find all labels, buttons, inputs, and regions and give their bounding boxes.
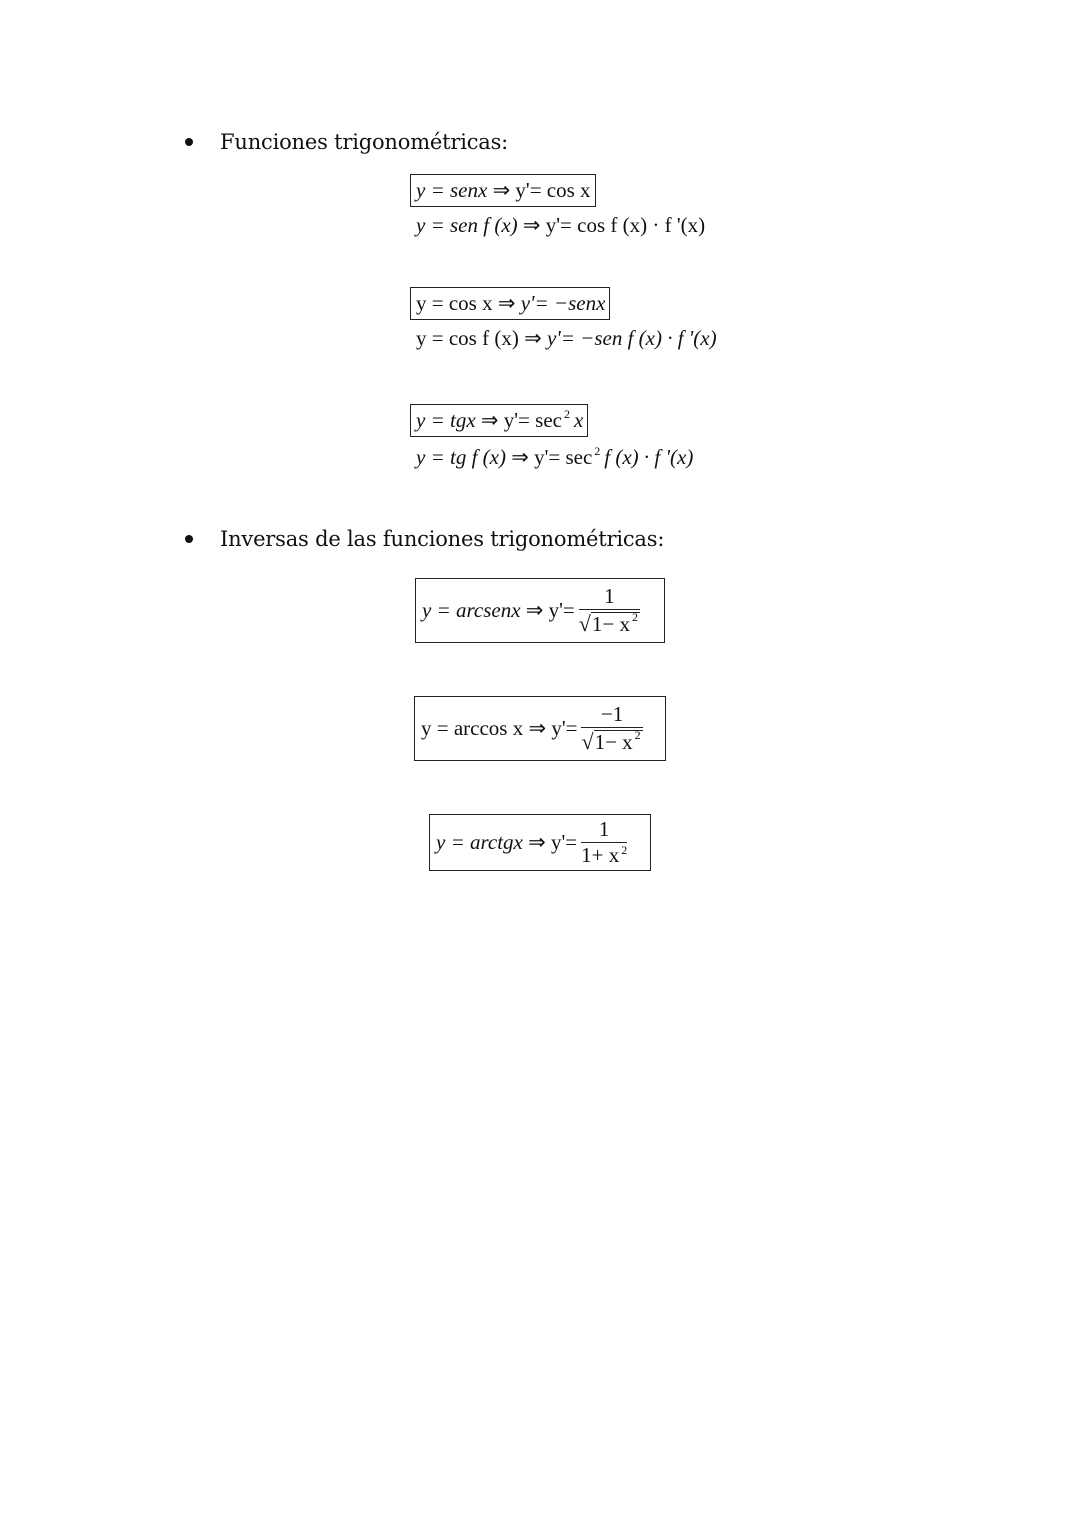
radicand-base: 1− x	[594, 730, 633, 754]
bullet-icon	[185, 138, 193, 146]
radicand	[591, 612, 640, 635]
formula-arctan	[429, 814, 651, 871]
formula-sin-basic	[410, 180, 596, 201]
formula-rhs-prefix: y'=	[551, 716, 578, 740]
formula-rhs: y'= sec	[534, 445, 593, 469]
implies-icon: ⇒	[522, 213, 541, 237]
formula-lhs: y = tg f (x)	[416, 445, 506, 469]
implies-icon: ⇒	[524, 326, 542, 350]
boxed-formula	[410, 404, 588, 437]
exponent: 2	[563, 407, 570, 421]
implies-icon: ⇒	[492, 178, 511, 202]
bullet-icon	[185, 535, 193, 543]
sqrt-icon: √	[581, 729, 594, 754]
numerator: 1	[604, 584, 615, 608]
exponent: 2	[621, 843, 628, 857]
formula-tan-chain	[416, 444, 694, 469]
implies-icon: ⇒	[528, 716, 547, 740]
radicand	[594, 730, 643, 753]
formula-rhs-arg: x	[573, 408, 584, 432]
numerator: −1	[600, 702, 624, 726]
formula-rhs-prefix: y'=	[548, 598, 575, 622]
formula-cos-basic	[410, 293, 610, 314]
formula-rhs-prefix: y'=	[550, 830, 578, 854]
heading-text: Funciones trigonométricas:	[220, 130, 509, 154]
formula-lhs: y = senx	[416, 178, 488, 202]
formula-cos-chain	[416, 328, 717, 349]
formula-lhs: y = tgx	[416, 408, 476, 432]
denominator	[581, 728, 642, 753]
formula-sin-chain	[416, 215, 705, 236]
fraction	[581, 819, 627, 866]
numerator: 1	[598, 817, 610, 841]
formula-tan-basic	[410, 407, 588, 432]
formula-lhs: y = arctgx	[436, 830, 523, 854]
implies-icon: ⇒	[480, 408, 499, 432]
sqrt-icon: √	[578, 611, 591, 636]
denominator	[581, 843, 627, 866]
exponent: 2	[594, 444, 601, 458]
denominator-base: 1+ x	[581, 843, 620, 867]
boxed-formula	[410, 174, 596, 207]
formula-lhs: y = sen f (x)	[416, 213, 518, 237]
implies-icon: ⇒	[525, 598, 544, 622]
formula-rhs-arg: f (x) · f '(x)	[604, 445, 694, 469]
exponent: 2	[634, 728, 641, 742]
fraction	[581, 704, 642, 753]
formula-rhs: y'= cos x	[515, 178, 591, 202]
formula-rhs: y'= cos f (x) · f '(x)	[545, 213, 706, 237]
denominator	[579, 610, 640, 635]
heading-text: Inversas de las funciones trigonométricas:	[220, 527, 665, 551]
section-heading-inverse-trig	[185, 527, 664, 551]
formula-lhs: y = arccos x	[421, 716, 524, 740]
boxed-formula	[410, 287, 610, 320]
radicand-base: 1− x	[591, 612, 630, 636]
formula-rhs: y'= sec	[503, 408, 562, 432]
implies-icon: ⇒	[511, 445, 529, 469]
implies-icon: ⇒	[528, 830, 546, 854]
section-heading-trig-functions	[185, 130, 508, 154]
formula-arccos	[414, 696, 666, 761]
exponent: 2	[631, 610, 638, 624]
formula-rhs: y'= −sen f (x) · f '(x)	[546, 326, 717, 350]
formula-arcsin	[415, 578, 665, 643]
fraction	[579, 586, 640, 635]
implies-icon: ⇒	[497, 291, 516, 315]
formula-lhs: y = cos x	[416, 291, 493, 315]
formula-lhs: y = arcsenx	[422, 598, 521, 622]
formula-lhs: y = cos f (x)	[416, 326, 519, 350]
formula-rhs: y'= −senx	[520, 291, 606, 315]
